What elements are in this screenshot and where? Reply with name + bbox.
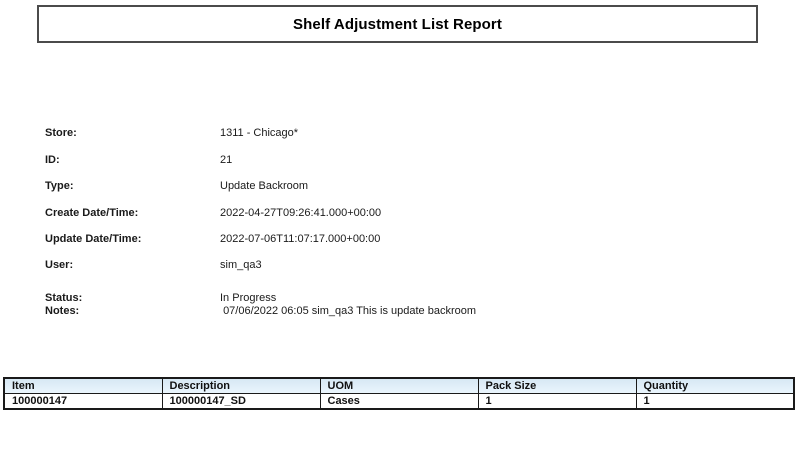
table-row [4,394,794,410]
update-datetime-value: 2022-07-06T11:07:17.000+00:00 [220,233,381,245]
create-datetime-label: Create Date/Time: [45,207,139,219]
cell-item: 100000147 [4,394,162,410]
notes-value: 07/06/2022 06:05 sim_qa3 This is update backroom [220,305,477,317]
notes-label: Notes: [45,305,80,317]
report-title: Shelf Adjustment List Report [293,15,502,33]
cell-pack-size: 1 [478,394,636,410]
info-row-update-datetime [0,233,800,247]
create-datetime-value: 2022-04-27T09:26:41.000+00:00 [220,207,382,219]
id-value: 21 [220,154,233,166]
type-label: Type: [45,180,74,192]
info-row-user [0,259,800,273]
report-title-box [37,5,758,43]
store-label: Store: [45,127,77,139]
status-value: In Progress [220,292,277,304]
info-row-create-datetime [0,207,800,221]
column-header-pack-size: Pack Size [478,378,636,394]
column-header-description: Description [162,378,320,394]
column-header-uom: UOM [320,378,478,394]
info-row-type [0,180,800,194]
type-value: Update Backroom [220,180,309,192]
id-label: ID: [45,154,60,166]
cell-uom: Cases [320,394,478,410]
cell-quantity: 1 [636,394,794,410]
info-row-status [0,292,800,306]
table-header-row [4,378,794,394]
status-label: Status: [45,292,83,304]
user-label: User: [45,259,74,271]
cell-description: 100000147_SD [162,394,320,410]
store-value: 1311 - Chicago* [220,127,299,139]
info-row-id [0,154,800,168]
column-header-item: Item [4,378,162,394]
info-row-notes [0,305,800,319]
column-header-quantity: Quantity [636,378,794,394]
user-value: sim_qa3 [220,259,262,271]
items-table [3,377,795,410]
info-row-store [0,127,800,141]
update-datetime-label: Update Date/Time: [45,233,142,245]
